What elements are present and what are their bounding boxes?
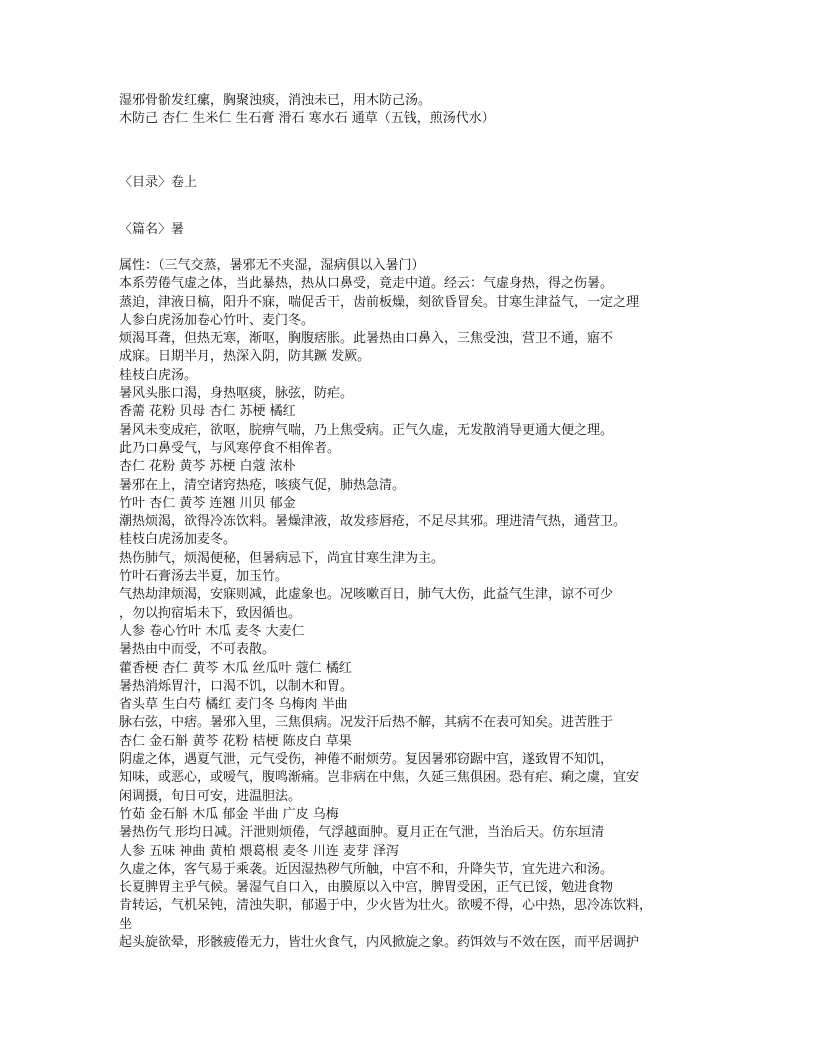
text-line: 暑热伤气 形均日减。汗泄则烦倦，气浮越面肿。夏月正在气泄，当治后天。仿东垣清 <box>119 825 605 841</box>
text-line: 杏仁 花粉 黄芩 苏梗 白蔻 浓朴 <box>119 459 296 475</box>
text-line: 蒸迫，津液日槁，阳升不寐，喘促舌干，齿前板燥，刻欲昏冒矣。甘寒生津益气，一定之理 <box>119 294 640 310</box>
text-line: 本系劳倦气虚之体，当此暴热，热从口鼻受，竟走中道。经云：气虚身热，得之伤暑。 <box>119 276 614 292</box>
toc-heading <box>119 174 197 192</box>
text-line: 竹叶 杏仁 黄芩 连翘 川贝 郁金 <box>119 495 296 511</box>
text-line: 久虚之体，客气易于乘袭。近因湿热秽气所触，中宫不和，升降失节，宜先进六和汤。 <box>119 861 614 877</box>
text-line: 热伤肺气，烦渴便秘，但暑病忌下，尚宜甘寒生津为主。 <box>119 550 445 566</box>
text-line: 省头草 生白芍 橘红 麦门冬 乌梅肉 半曲 <box>119 697 348 713</box>
toc-line: 〈目录〉卷上 <box>119 175 198 190</box>
text-line: 成寐。日期半月，热深入阴，防其蹶 发厥。 <box>119 349 371 365</box>
text-line: 起头旋欲晕，形骸疲倦无力，皆壮火食气，内风掀旋之象。药饵效与不效在医，而平居调护 <box>119 934 640 950</box>
text-line: 肯转运，气机呆钝，清浊失职，郁遏于中，少火皆为壮火。欲嗳不得，心中热，思冷冻饮料， <box>119 898 653 914</box>
text-line: 暑热由中而受，不可表散。 <box>119 642 276 658</box>
text-line: ，勿以拘宿垢未下，致因循也。 <box>119 605 302 621</box>
text-line: 藿香梗 杏仁 黄芩 木瓜 丝瓜叶 蔻仁 橘红 <box>119 660 352 676</box>
section-heading <box>119 221 184 239</box>
text-line: 竹茹 金石斛 木瓜 郁金 半曲 广皮 乌梅 <box>119 806 339 822</box>
prescription-line: 木防己 杏仁 生米仁 生石膏 滑石 寒水石 通草（五钱，煎汤代水） <box>119 111 495 127</box>
text-line: 人参白虎汤加卷心竹叶、麦门冬。 <box>119 312 315 328</box>
body-text <box>119 257 652 952</box>
text-line: 属性：（三气交蒸，暑邪无不夹湿，湿病俱以入暑门） <box>119 258 425 273</box>
section-title: 〈篇名〉暑 <box>119 222 185 237</box>
text-line: 暑风头胀口渴，身热呕痰，脉弦，防疟。 <box>119 386 354 402</box>
text-line: 暑邪在上，清空诸窍热疮，咳痰气促，肺热急清。 <box>119 477 406 493</box>
text-line: 阴虚之体，遇夏气泄，元气受伤，神倦不耐烦劳。复因暑邪窃踞中宫，遂致胃不知饥， <box>119 752 614 768</box>
text-line: 长夏脾胃主乎气候。暑湿气自口入，由膜原以入中宫，脾胃受困，正气已馁，勉进食物 <box>119 880 614 896</box>
text-line: 香薷 花粉 贝母 杏仁 苏梗 橘红 <box>119 404 296 420</box>
text-line: 湿邪骨骱发红瘰，胸聚浊痰，消浊未已，用木防己汤。 <box>119 93 432 108</box>
text-line: 潮热烦渴，欲得冷冻饮料。暑燥津液，故发疹唇疮，不足尽其邪。理进清气热，通营卫。 <box>119 514 627 530</box>
text-line: 竹叶石膏汤去半夏，加玉竹。 <box>119 569 289 585</box>
text-line: 脉右弦，中痞。暑邪入里，三焦俱病。况发汗后热不解，其病不在表可知矣。进苦胜于 <box>119 715 614 731</box>
text-line: 知味，或恶心，或嗳气，腹鸣渐痛。岂非病在中焦，久延三焦俱困。恐有疟、痢之虞，宜安 <box>119 770 640 786</box>
text-line: 气热劫津烦渴，安寐则减，此虚象也。况咳嗽百日，肺气大伤，此益气生津，谅不可少 <box>119 587 614 603</box>
text-line: 桂枝白虎汤加麦冬。 <box>119 532 237 548</box>
text-line: 暑风未变成疟，欲呕，脘痹气喘，乃上焦受病。正气久虚，无发散消导更通大便之理。 <box>119 422 614 438</box>
text-line: 闲调摄，旬日可安，进温胆法。 <box>119 788 302 804</box>
text-line: 烦渴耳聋，但热无寒，渐呕，胸腹痞胀。此暑热由口鼻入，三焦受浊，营卫不通，寤不 <box>119 331 614 347</box>
text-line: 此乃口鼻受气，与风寒停食不相侔者。 <box>119 440 341 456</box>
text-line: 坐 <box>119 916 133 932</box>
text-line: 暑热消烁胃汁，口渴不饥，以制木和胃。 <box>119 678 354 694</box>
text-line: 桂枝白虎汤。 <box>119 367 198 383</box>
text-line: 人参 卷心竹叶 木瓜 麦冬 大麦仁 <box>119 623 305 639</box>
text-line: 杏仁 金石斛 黄芩 花粉 桔梗 陈皮白 草果 <box>119 733 352 749</box>
text-line: 人参 五味 神曲 黄柏 煨葛根 麦冬 川连 麦芽 泽泻 <box>119 843 400 859</box>
preceding-text <box>119 92 495 129</box>
